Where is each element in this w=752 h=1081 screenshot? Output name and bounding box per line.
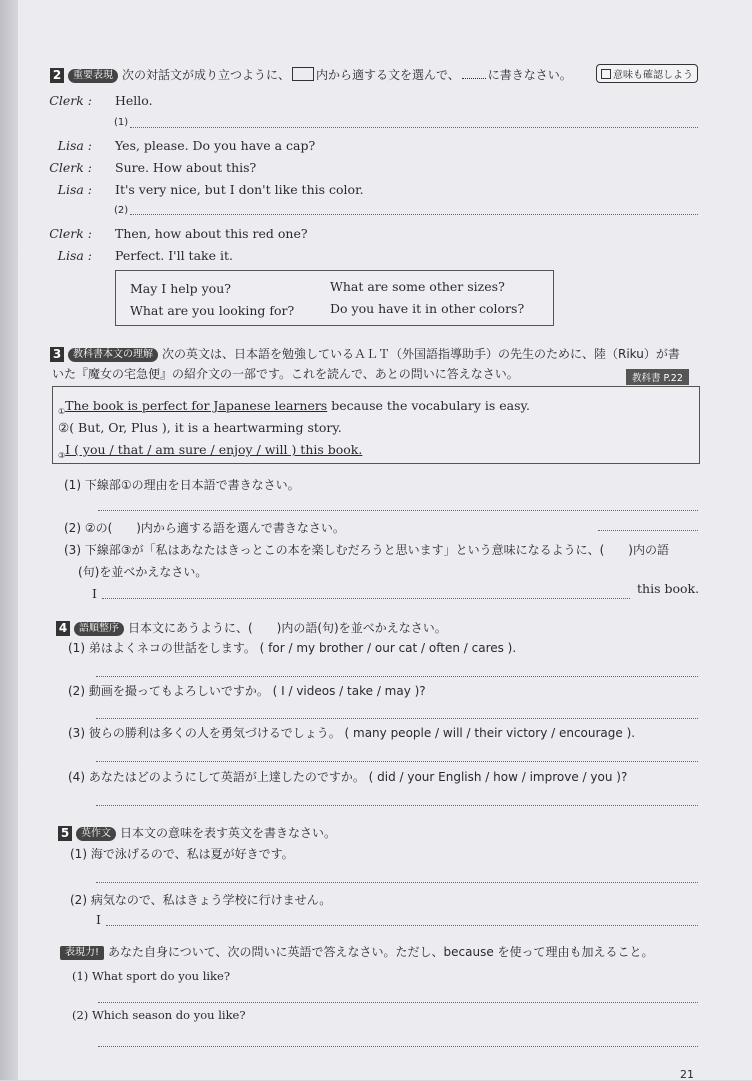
speaker: Lisa :: [57, 138, 92, 153]
answer-line[interactable]: [130, 127, 698, 128]
question: (2) 動画を撮ってもよろしいですか。 ( I / videos / take / may )?: [68, 684, 426, 698]
section-tag: 表現力!: [60, 946, 104, 960]
section-3-header: [50, 345, 680, 362]
underlined-phrase: The book is perfect for Japanese learners: [65, 398, 328, 413]
answer-line[interactable]: [96, 882, 698, 883]
question: (4) あなたはどのようにして英語が上達したのですか。 ( did / your English / how / improve / you )?: [68, 770, 628, 784]
answer-line[interactable]: [98, 1002, 698, 1003]
question: (句)を並べかえなさい。: [78, 565, 208, 579]
instruction: 次の英文は、日本語を勉強しているＡＬＴ（外国語指導助手）の先生のために、陸（Riku）が書: [162, 347, 680, 361]
book-spine-shadow: [0, 0, 18, 1080]
answer-line[interactable]: [96, 718, 698, 719]
instruction: に書きなさい。: [487, 68, 572, 82]
instruction: 内から適する文を選んで、: [316, 68, 460, 82]
speaker: Clerk :: [49, 160, 92, 175]
question: (1) 下線部①の理由を日本語で書きなさい。: [64, 478, 300, 492]
worksheet-page: [18, 0, 752, 1080]
choice: What are some other sizes?: [330, 279, 505, 294]
answer-line[interactable]: [98, 1046, 698, 1047]
speaker: Lisa :: [57, 182, 92, 197]
section-number: 2: [50, 68, 64, 83]
question: (3) 下線部③が「私はあなたはきっとこの本を楽しむだろうと思います」という意味になるように、( )内の語: [64, 543, 669, 557]
page-number: 21: [680, 1068, 694, 1081]
box-mark-icon: [292, 67, 314, 81]
speaker: Clerk :: [49, 93, 92, 108]
section-6-header: [60, 943, 654, 960]
instruction: いた『魔女の宅急便』の紹介文の一部です。これを読んで、あとの問いに答えなさい。: [52, 367, 519, 381]
section-2-header: [50, 66, 572, 83]
answer-line[interactable]: [102, 598, 630, 599]
check-label: 意味も確認しよう: [613, 70, 693, 81]
checkbox-icon: [601, 69, 611, 79]
speaker: Clerk :: [49, 226, 92, 241]
circled-number: ③: [58, 451, 66, 460]
section-number: 5: [58, 826, 72, 841]
answer-line[interactable]: [96, 761, 698, 762]
dialogue-line: Perfect. I'll take it.: [115, 248, 233, 263]
answer-line[interactable]: [98, 510, 698, 511]
question: (1) What sport do you like?: [72, 969, 230, 983]
textbook-page-badge: 教科書 P.22: [626, 369, 689, 385]
answer-line[interactable]: [106, 925, 698, 926]
question: (3) 彼らの勝利は多くの人を勇気づけるでしょう。 ( many people / will / their victory / encourage ).: [68, 726, 636, 740]
question: (2) Which season do you like?: [72, 1008, 246, 1022]
passage-line-3: [58, 442, 362, 460]
answer-line[interactable]: [598, 530, 698, 531]
circled-number: ①: [58, 407, 66, 416]
question: (2) ②の( )内から適する語を選んで書きなさい。: [64, 521, 345, 535]
blank-label: (2): [114, 205, 129, 216]
question: (1) 弟はよくネコの世話をします。 ( for / my brother / our cat / often / cares ).: [68, 641, 517, 655]
answer-line[interactable]: [130, 214, 698, 215]
section-tag: 英作文: [76, 827, 116, 841]
answer-line[interactable]: [96, 676, 698, 677]
passage-text: because the vocabulary is easy.: [327, 398, 530, 413]
dialogue-line: Then, how about this red one?: [115, 226, 308, 241]
section-number: 3: [50, 347, 64, 362]
section-tag: 教科書本文の理解: [68, 348, 158, 362]
passage-line-1: [58, 398, 530, 416]
section-tag: 重要表現: [68, 69, 118, 83]
choice: What are you looking for?: [130, 303, 295, 318]
section-5-header: [58, 824, 336, 841]
check-meaning-badge: [596, 64, 698, 83]
instruction: 次の対話文が成り立つように、: [122, 68, 291, 82]
blank-label: (1): [114, 117, 129, 128]
question: (2) 病気なので、私はきょう学校に行けません。: [70, 893, 332, 907]
instruction: 日本文の意味を表す英文を書きなさい。: [120, 826, 337, 840]
section-tag: 語順整序: [74, 622, 124, 636]
passage-line-2: ②( But, Or, Plus ), it is a heartwarming story.: [58, 420, 342, 435]
instruction: あなた自身について、次の問いに英語で答えなさい。ただし、because を使って理由も加えること。: [108, 945, 654, 959]
answer-start: I: [92, 586, 97, 601]
section-number: 4: [56, 621, 70, 636]
dialogue-line: It's very nice, but I don't like this color.: [115, 182, 364, 197]
answer-line[interactable]: [96, 805, 698, 806]
choice: Do you have it in other colors?: [330, 301, 525, 316]
speaker: Lisa :: [57, 248, 92, 263]
answer-start: I: [96, 912, 101, 927]
dialogue-line: Hello.: [115, 93, 153, 108]
answer-end: this book.: [637, 581, 700, 596]
section-4-header: [56, 619, 447, 636]
underlined-phrase: I ( you / that / am sure / enjoy / will ) this book.: [65, 442, 363, 457]
choice: May I help you?: [130, 281, 231, 296]
dialogue-line: Yes, please. Do you have a cap?: [115, 138, 316, 153]
dotted-line-mark: [462, 78, 486, 79]
question: (1) 海で泳げるので、私は夏が好きです。: [70, 847, 294, 861]
instruction: 日本文にあうように、( )内の語(句)を並べかえなさい。: [128, 621, 447, 635]
dialogue-line: Sure. How about this?: [115, 160, 257, 175]
